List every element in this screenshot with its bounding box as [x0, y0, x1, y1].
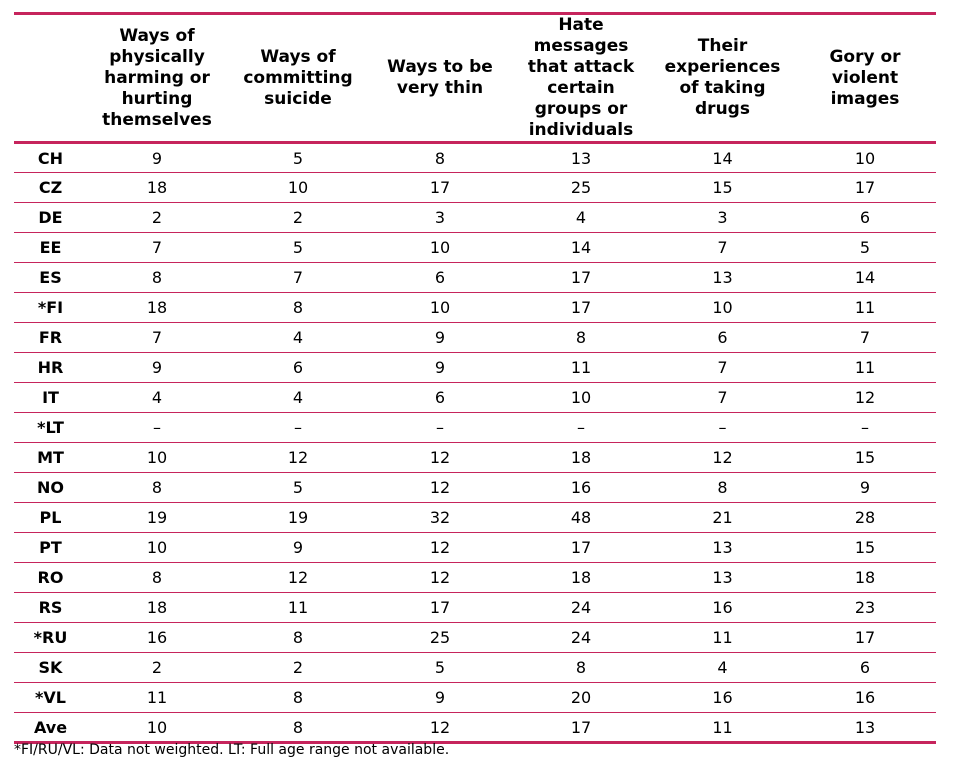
row-label-cell: Ave [14, 713, 87, 743]
table-row [14, 173, 936, 203]
table-cell: 9 [87, 143, 227, 173]
table-row [14, 503, 936, 533]
table-cell: – [227, 413, 369, 443]
table-cell: 11 [227, 593, 369, 623]
table-cell: 5 [369, 653, 511, 683]
table-cell: 24 [511, 593, 651, 623]
table-cell: 7 [227, 263, 369, 293]
table-cell: 25 [511, 173, 651, 203]
table-cell: 12 [651, 443, 794, 473]
table-cell: 48 [511, 503, 651, 533]
table-cell: 13 [651, 563, 794, 593]
table-row [14, 473, 936, 503]
table-cell: 2 [227, 203, 369, 233]
table-row [14, 323, 936, 353]
table-cell: 4 [511, 203, 651, 233]
table-cell: 4 [227, 383, 369, 413]
row-label-cell: PT [14, 533, 87, 563]
table-cell: 4 [87, 383, 227, 413]
table-cell: 12 [794, 383, 936, 413]
table-cell: 19 [87, 503, 227, 533]
table-row [14, 383, 936, 413]
table-row [14, 533, 936, 563]
table-cell: 11 [651, 713, 794, 743]
table-cell: 10 [227, 173, 369, 203]
table-cell: 8 [227, 713, 369, 743]
table-cell: 13 [651, 263, 794, 293]
table-cell: 11 [794, 353, 936, 383]
table-cell: 5 [227, 233, 369, 263]
table-cell: 11 [87, 683, 227, 713]
table-cell: 12 [369, 563, 511, 593]
table-row [14, 593, 936, 623]
table-row [14, 443, 936, 473]
table-cell: 7 [651, 353, 794, 383]
table-cell: 5 [227, 143, 369, 173]
table-cell: 14 [794, 263, 936, 293]
row-label-cell: ES [14, 263, 87, 293]
table-cell: 3 [651, 203, 794, 233]
row-label-cell: SK [14, 653, 87, 683]
table-cell: 16 [651, 593, 794, 623]
table-cell: 17 [794, 173, 936, 203]
table-footnote: *FI/RU/VL: Data not weighted. LT: Full age range not available. [14, 742, 450, 758]
table-cell: 9 [369, 683, 511, 713]
data-table [14, 12, 936, 744]
table-cell: 9 [794, 473, 936, 503]
table-row [14, 623, 936, 653]
table-cell: 24 [511, 623, 651, 653]
table-cell: 8 [227, 683, 369, 713]
table-cell: 6 [369, 263, 511, 293]
table-row [14, 293, 936, 323]
table-cell: 7 [651, 233, 794, 263]
row-label-cell: CH [14, 143, 87, 173]
table-cell: 18 [511, 443, 651, 473]
table-cell: 2 [227, 653, 369, 683]
row-label-cell: CZ [14, 173, 87, 203]
table-cell: 6 [369, 383, 511, 413]
table-cell: 8 [511, 323, 651, 353]
row-label-cell: FR [14, 323, 87, 353]
table-cell: 8 [227, 293, 369, 323]
row-label-cell: MT [14, 443, 87, 473]
table-cell: 11 [794, 293, 936, 323]
row-label-cell: NO [14, 473, 87, 503]
table-cell: 16 [794, 683, 936, 713]
column-header: Their experiences of taking drugs [651, 14, 794, 143]
table-cell: 10 [87, 533, 227, 563]
row-label-cell: PL [14, 503, 87, 533]
table-cell: 8 [87, 473, 227, 503]
row-label-cell: *LT [14, 413, 87, 443]
table-cell: 8 [87, 563, 227, 593]
table-cell: 23 [794, 593, 936, 623]
table-cell: 12 [369, 443, 511, 473]
table-cell: 6 [227, 353, 369, 383]
table-row [14, 713, 936, 743]
table-cell: – [651, 413, 794, 443]
table-cell: 8 [87, 263, 227, 293]
table-cell: 10 [369, 293, 511, 323]
row-label-cell: HR [14, 353, 87, 383]
table-cell: 17 [794, 623, 936, 653]
column-header: Ways of committing suicide [227, 14, 369, 143]
table-cell: 11 [651, 623, 794, 653]
table-cell: 16 [87, 623, 227, 653]
table-cell: 28 [794, 503, 936, 533]
table-row [14, 653, 936, 683]
table-cell: 10 [87, 713, 227, 743]
table-cell: 12 [227, 443, 369, 473]
data-table-container [14, 12, 936, 744]
table-cell: 8 [511, 653, 651, 683]
row-label-cell: *VL [14, 683, 87, 713]
table-cell: 11 [511, 353, 651, 383]
table-cell: 17 [511, 713, 651, 743]
table-cell: 7 [651, 383, 794, 413]
column-header: Ways to be very thin [369, 14, 511, 143]
table-row [14, 563, 936, 593]
table-cell: 17 [511, 263, 651, 293]
table-cell: 19 [227, 503, 369, 533]
table-cell: 25 [369, 623, 511, 653]
table-cell: 6 [794, 203, 936, 233]
table-cell: 12 [369, 533, 511, 563]
table-row [14, 353, 936, 383]
table-cell: 13 [651, 533, 794, 563]
table-row [14, 683, 936, 713]
table-cell: 17 [369, 593, 511, 623]
table-cell: – [87, 413, 227, 443]
table-cell: 6 [794, 653, 936, 683]
table-cell: 9 [87, 353, 227, 383]
table-cell: – [794, 413, 936, 443]
table-cell: – [511, 413, 651, 443]
table-cell: 6 [651, 323, 794, 353]
table-cell: 7 [87, 233, 227, 263]
table-cell: 2 [87, 653, 227, 683]
column-header: Hate messages that attack certain groups or individuals [511, 14, 651, 143]
row-label-cell: RO [14, 563, 87, 593]
table-cell: 12 [369, 713, 511, 743]
table-row [14, 413, 936, 443]
table-cell: 15 [651, 173, 794, 203]
table-cell: 13 [794, 713, 936, 743]
table-cell: 2 [87, 203, 227, 233]
row-label-cell: DE [14, 203, 87, 233]
header-corner-cell [14, 14, 87, 143]
table-cell: 15 [794, 533, 936, 563]
table-cell: 17 [511, 533, 651, 563]
column-header: Gory or violent images [794, 14, 936, 143]
table-cell: 15 [794, 443, 936, 473]
table-body [14, 143, 936, 743]
table-cell: 12 [369, 473, 511, 503]
table-header-row [14, 14, 936, 143]
table-cell: 7 [87, 323, 227, 353]
table-cell: 18 [794, 563, 936, 593]
table-cell: 16 [651, 683, 794, 713]
table-cell: 8 [651, 473, 794, 503]
table-cell: 9 [369, 353, 511, 383]
table-cell: 10 [369, 233, 511, 263]
table-cell: 18 [87, 593, 227, 623]
table-cell: 10 [794, 143, 936, 173]
table-cell: 12 [227, 563, 369, 593]
table-cell: 32 [369, 503, 511, 533]
table-row [14, 233, 936, 263]
table-row [14, 203, 936, 233]
table-cell: 8 [369, 143, 511, 173]
table-cell: 10 [511, 383, 651, 413]
table-cell: 18 [511, 563, 651, 593]
table-cell: 18 [87, 293, 227, 323]
row-label-cell: EE [14, 233, 87, 263]
table-cell: 4 [227, 323, 369, 353]
table-cell: 17 [369, 173, 511, 203]
table-cell: 14 [651, 143, 794, 173]
table-cell: 21 [651, 503, 794, 533]
column-header: Ways of physically harming or hurting themselves [87, 14, 227, 143]
table-cell: 20 [511, 683, 651, 713]
table-cell: 14 [511, 233, 651, 263]
table-cell: 16 [511, 473, 651, 503]
table-cell: 18 [87, 173, 227, 203]
row-label-cell: *FI [14, 293, 87, 323]
table-row [14, 263, 936, 293]
table-cell: 3 [369, 203, 511, 233]
table-cell: 10 [651, 293, 794, 323]
table-cell: – [369, 413, 511, 443]
table-cell: 4 [651, 653, 794, 683]
table-cell: 5 [794, 233, 936, 263]
table-cell: 8 [227, 623, 369, 653]
table-cell: 9 [369, 323, 511, 353]
table-row [14, 143, 936, 173]
row-label-cell: *RU [14, 623, 87, 653]
table-cell: 17 [511, 293, 651, 323]
table-cell: 13 [511, 143, 651, 173]
table-cell: 9 [227, 533, 369, 563]
row-label-cell: IT [14, 383, 87, 413]
table-cell: 5 [227, 473, 369, 503]
table-cell: 7 [794, 323, 936, 353]
table-cell: 10 [87, 443, 227, 473]
row-label-cell: RS [14, 593, 87, 623]
